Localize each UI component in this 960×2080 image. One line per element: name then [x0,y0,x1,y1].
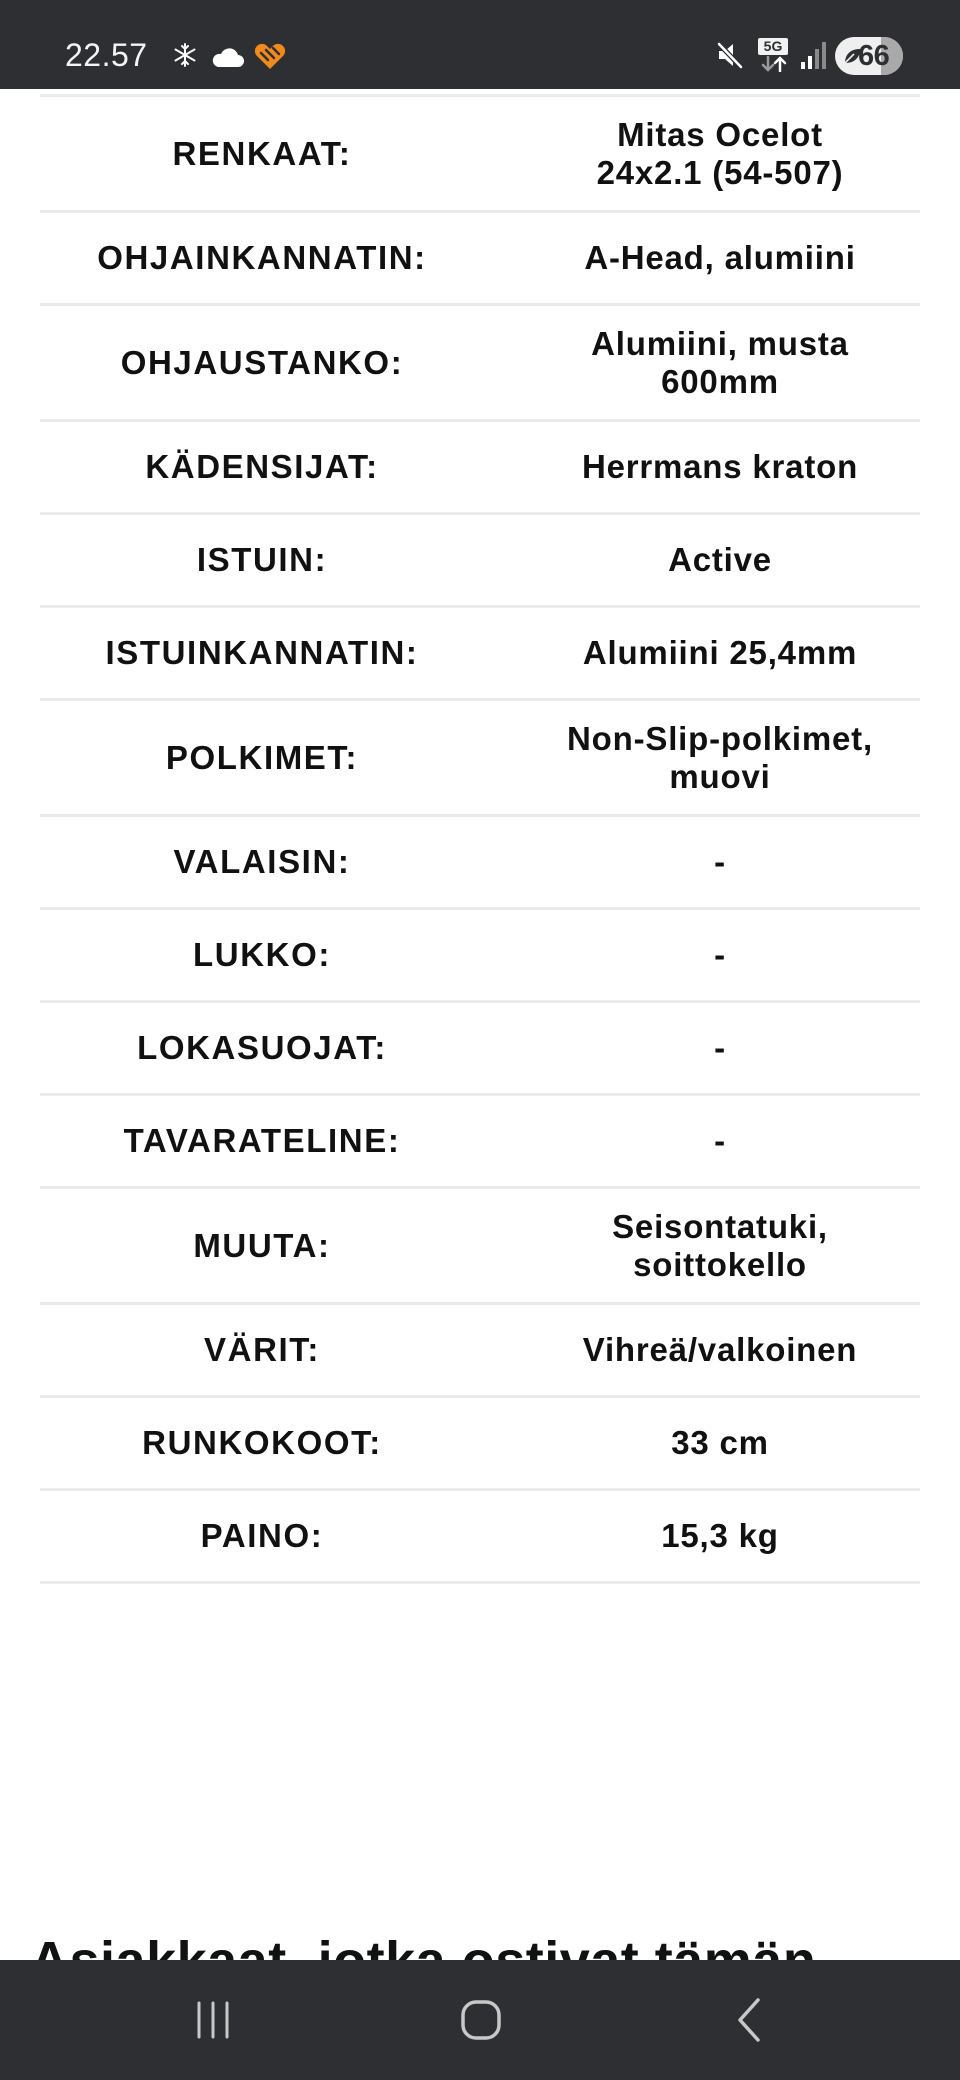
spec-label: TAVARATELINE: [123,1122,401,1159]
cloud-icon [210,46,244,68]
table-row [40,1096,920,1189]
spec-value-line: soittokello [633,1245,807,1283]
home-icon [459,1998,503,2042]
spec-table [40,94,920,1584]
spec-value [520,116,920,192]
table-row [40,1491,920,1584]
status-bar [0,0,960,89]
spec-value-line: muovi [669,757,771,795]
navigation-bar [0,1960,960,2080]
spec-label: LUKKO: [193,936,331,973]
table-row [40,1003,920,1096]
signal-icon [800,40,826,70]
5g-icon: 5G [758,38,792,72]
table-row [40,97,920,213]
table-row [40,701,920,817]
spec-value: Active [668,541,772,578]
table-row [40,608,920,701]
spec-label: OHJAINKANNATIN: [97,239,427,276]
spec-label: PAINO: [200,1517,324,1554]
recent-apps-icon [191,1998,235,2042]
spec-value-line: 24x2.1 (54-507) [596,153,844,191]
spec-label: RENKAAT: [172,134,352,172]
table-row [40,515,920,608]
back-icon [728,1996,772,2044]
status-time: 22.57 [65,37,148,73]
back-button[interactable] [710,1990,790,2050]
spec-value: - [714,936,726,973]
spec-label: RUNKOKOOT: [142,1424,382,1461]
spec-value-line: Seisontatuki, [612,1207,828,1245]
spec-label: VÄRIT: [204,1331,320,1368]
table-row [40,910,920,1003]
spec-label: POLKIMET: [165,738,359,776]
data-arrows-icon [760,56,788,72]
spec-value-line: Non-Slip-polkimet, [567,719,873,757]
spec-value: - [714,843,726,880]
spec-value: A-Head, alumiini [584,239,856,276]
spec-label: MUUTA: [193,1226,331,1264]
spec-value-line: 600mm [661,362,779,400]
table-row [40,1398,920,1491]
table-row [40,817,920,910]
battery-percent: 66 [858,40,890,72]
spec-label: OHJAUSTANKO: [120,343,404,381]
heart-app-icon [254,42,286,70]
table-row [40,213,920,306]
spec-value [520,1208,920,1284]
spec-label: ISTUIN: [196,541,328,578]
spec-value: 15,3 kg [661,1517,779,1554]
spec-value [520,325,920,401]
home-button[interactable] [441,1990,521,2050]
spec-label: LOKASUOJAT: [137,1029,387,1066]
battery-icon [835,37,903,75]
table-row [40,306,920,422]
snowflake-icon [172,42,198,68]
spec-label: VALAISIN: [173,843,351,880]
spec-value: Herrmans kraton [581,448,859,485]
mute-icon [715,40,745,70]
table-row [40,1305,920,1398]
spec-value: - [714,1029,726,1066]
recent-apps-button[interactable] [173,1990,253,2050]
table-row [40,1189,920,1305]
spec-value: - [714,1122,726,1159]
spec-value-line: Mitas Ocelot [617,115,823,153]
spec-label: ISTUINKANNATIN: [105,634,419,671]
spec-value [520,720,920,796]
spec-value: Alumiini 25,4mm [582,634,858,671]
spec-value-line: Alumiini, musta [591,324,849,362]
table-row [40,422,920,515]
spec-label: KÄDENSIJAT: [145,448,379,485]
spec-value: Vihreä/valkoinen [582,1331,858,1368]
spec-value: 33 cm [671,1424,769,1461]
